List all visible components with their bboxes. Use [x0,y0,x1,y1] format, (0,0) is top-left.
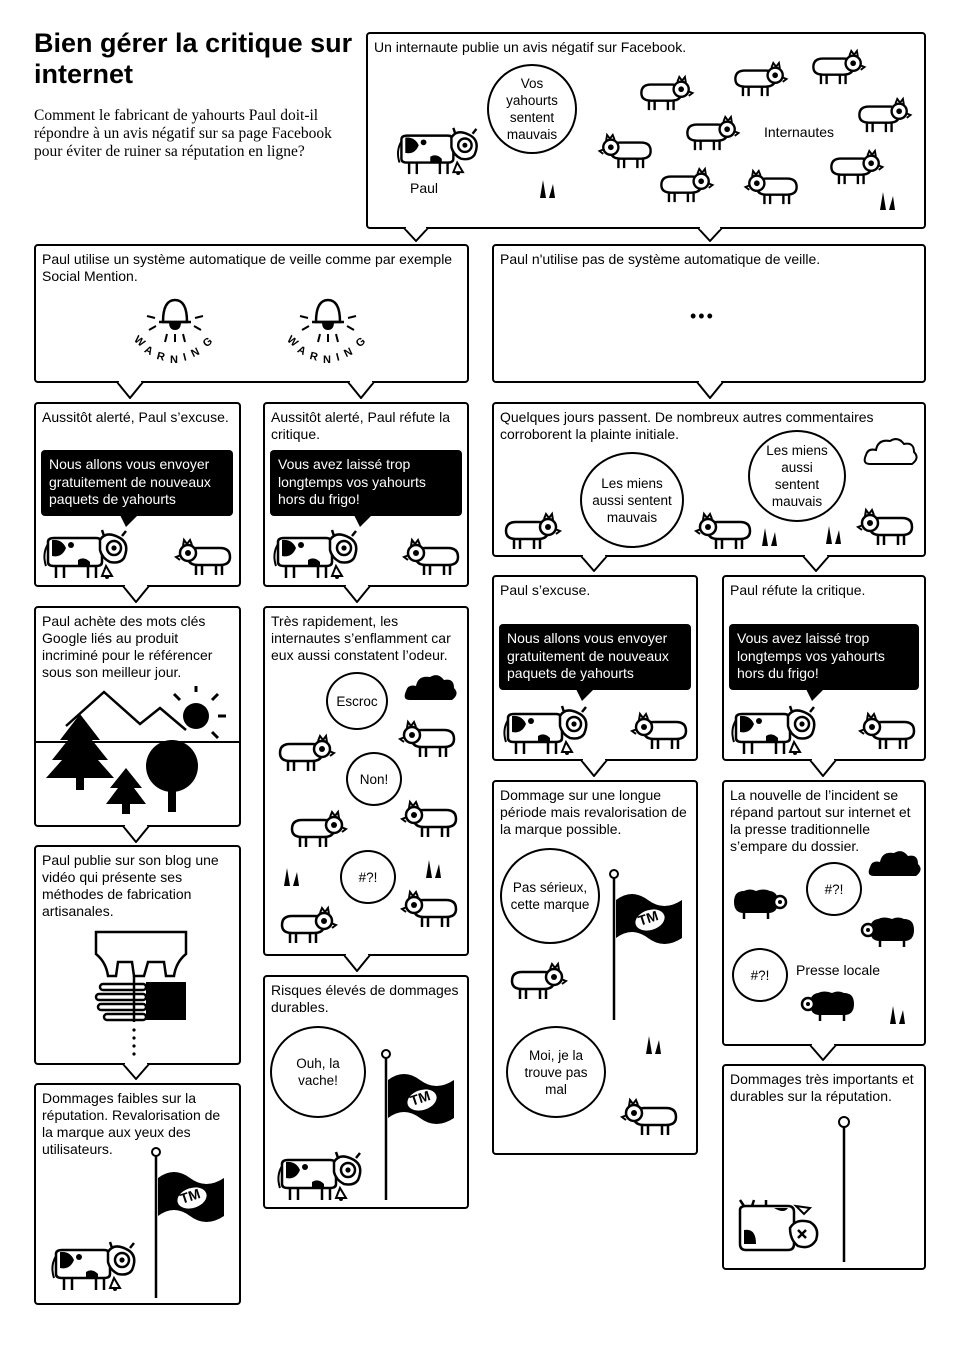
trademark-flag-icon [382,1050,462,1205]
black-sheep-icon [796,990,856,1024]
svg-text:W: W [284,333,301,350]
sheep-icon [402,538,462,578]
speech-bubble: #?! [806,862,862,916]
grass-icon [762,528,778,548]
speech-box: Vous avez laissé trop longtemps vos yahourts hors du frigo! [270,450,462,516]
svg-text:A: A [142,343,155,359]
panel-caption: Paul utilise un système automatique de veille comme par exemple Social Mention. [42,251,453,284]
sheep-icon [854,98,914,134]
cloud-icon [864,436,920,468]
warning-bell-icon [125,292,225,372]
panel-caption: Dommages faibles sur la réputation. Revalorisation de la marque aux yeux des utilisateurs. [42,1090,221,1157]
speech-tail [354,515,374,529]
sheep-icon [826,150,886,186]
speech-box: Nous allons vous envoyer gratuitement de nouveaux paquets de yahourts [499,624,691,690]
cloud-icon [868,848,924,880]
cow-icon [392,126,482,176]
panel-caption: Risques élevés de dommages durables. [271,982,459,1015]
tm-label: TM [636,907,661,929]
sheep-icon [276,734,336,774]
sheep-icon [694,512,754,552]
panel-caption: Dommage sur une longue période mais revalorisation de la marque possible. [500,787,687,837]
page-title: Bien gérer la critique sur internet [34,28,353,89]
panel-caption: Paul publie sur son blog une vidéo qui présente ses méthodes de fabrication artisanales. [42,852,219,919]
cloud-icon [404,672,460,704]
tm-label: TM [408,1087,433,1109]
panel-caption: Un internaute publie un avis négatif sur Facebook. [374,39,687,55]
panel-caption: Paul s’excuse. [500,582,591,598]
paul-label: Paul [410,180,439,196]
svg-text:A: A [295,343,308,359]
grass-icon [880,192,896,212]
speech-tail [806,689,826,703]
grass-icon [540,180,556,200]
sheep-icon [398,720,458,760]
cow-icon [270,528,360,580]
speech-bubble: Escroc [326,672,388,730]
sheep-icon [288,810,348,850]
black-sheep-icon [732,888,792,922]
speech-bubble: #?! [340,850,396,904]
cow-icon [40,528,130,580]
tm-label: TM [178,1185,203,1207]
sheep-icon [656,168,716,204]
speech-bubble: Les miens aussi sentent mauvais [748,430,846,522]
sheep-icon [508,962,568,1002]
speech-bubble: Ouh, la vache! [270,1026,366,1118]
grass-icon [826,526,842,546]
svg-text:I: I [334,351,341,364]
svg-text:G: G [200,335,215,350]
sheep-icon [636,76,696,112]
cow-icon [728,704,818,756]
svg-text:R: R [308,350,320,364]
black-sheep-icon [856,916,916,950]
panel-caption: Aussitôt alerté, Paul s’excuse. [42,409,229,425]
panel-caption: Très rapidement, les internautes s’enflamment car eux aussi constatent l’odeur. [271,613,451,663]
grass-icon [890,1006,906,1026]
empty-flagpole-icon [838,1116,850,1266]
speech-bubble: Moi, je la trouve pas mal [506,1026,606,1118]
sheep-icon [620,1098,680,1138]
cow-icon [274,1150,364,1202]
svg-text:N: N [342,345,355,361]
speech-bubble: Vos yahourts sentent mauvais [487,64,577,154]
panel-caption: Paul achète des mots clés Google liés au produit incriminé pour le référencer sous son meilleur jour. [42,613,213,680]
panel-caption: La nouvelle de l’incident se répand partout sur internet et la presse traditionnelle s’empare du dossier. [730,787,911,854]
speech-box: Vous avez laissé trop longtemps vos yahourts hors du frigo! [729,624,919,690]
crowd-label: Internautes [764,124,835,140]
sheep-icon [596,134,656,170]
grass-icon [284,868,300,888]
sheep-icon [400,890,460,930]
grass-icon [426,860,442,880]
svg-text:G: G [353,335,368,350]
sheep-icon [278,906,338,946]
sheep-icon [400,800,460,840]
panel-caption: Quelques jours passent. De nombreux autres commentaires corroborent la plainte initiale. [500,409,874,442]
sheep-icon [502,512,562,552]
sheep-icon [682,116,742,152]
sheep-icon [742,170,802,206]
svg-text:N: N [323,354,331,366]
landscape-icon [36,686,239,822]
trademark-flag-icon [610,870,690,1025]
speech-tail [120,515,140,529]
sheep-icon [808,50,868,86]
sheep-icon [174,538,234,578]
svg-text:I: I [181,351,188,364]
cow-icon [48,1240,138,1292]
speech-bubble: #?! [732,948,788,1002]
panel-caption: Dommages très importants et durables sur la réputation. [730,1071,914,1104]
speech-bubble: Non! [346,752,402,806]
svg-text:N: N [189,345,202,361]
milking-icon [36,926,239,1056]
cow-icon [500,704,590,756]
press-label: Presse locale [796,962,881,978]
svg-text:N: N [170,354,178,366]
speech-tail [576,689,596,703]
panel-caption: Aussitôt alerté, Paul réfute la critique. [271,409,450,442]
grass-icon [646,1036,662,1056]
sheep-icon [730,62,790,98]
sheep-icon [630,712,690,752]
speech-bubble: Pas sérieux, cette marque [500,848,600,944]
ellipsis-icon: ••• [690,306,715,326]
warning-bell-icon [278,292,378,372]
speech-bubble: Les miens aussi sentent mauvais [580,452,684,548]
sheep-icon [856,508,916,548]
panel-caption: Paul n'utilise pas de système automatique de veille. [500,251,821,267]
svg-text:W: W [131,333,148,350]
intro-text: Comment le fabricant de yahourts Paul doit-il répondre à un avis négatif sur sa page Facebook pour éviter de ruiner sa réputation en ligne? [34,107,332,160]
sheep-icon [858,712,918,752]
panel-caption: Paul réfute la critique. [730,582,866,598]
trademark-flag-icon [152,1148,232,1303]
dead-cow-icon [734,1200,824,1260]
speech-box: Nous allons vous envoyer gratuitement de nouveaux paquets de yahourts [41,450,233,516]
svg-text:R: R [155,350,167,364]
